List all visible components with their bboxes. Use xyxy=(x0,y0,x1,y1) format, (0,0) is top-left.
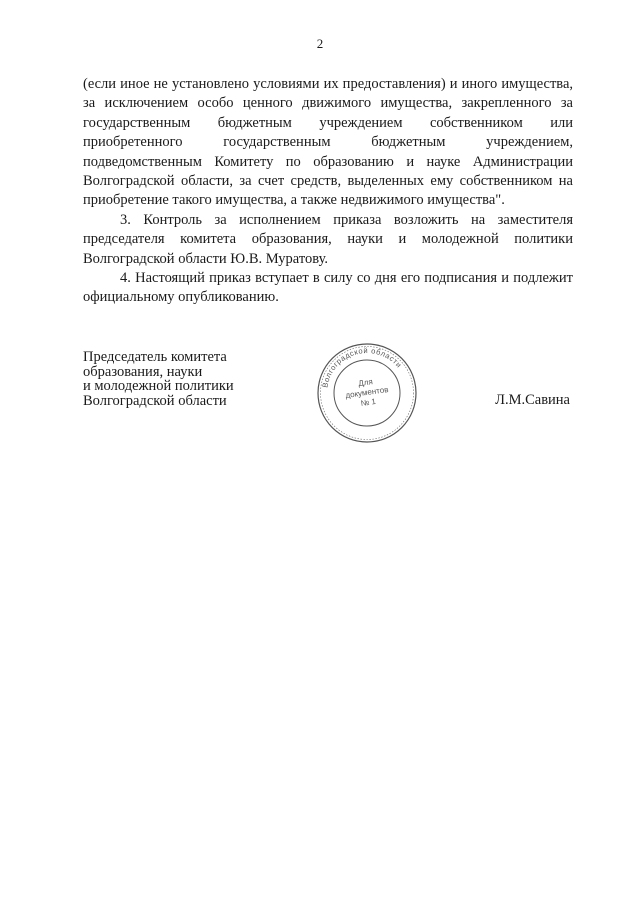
seal-center-line: № 1 xyxy=(360,396,377,408)
seal-ring-text: Волгоградской области xyxy=(320,345,404,389)
position-line: образования, науки xyxy=(83,363,203,380)
seal-center-line: Для xyxy=(357,377,374,389)
document-body xyxy=(83,75,573,308)
signer-name: Л.М.Савина xyxy=(495,392,570,408)
position-line: Волгоградской области xyxy=(83,392,227,409)
signatory-position xyxy=(83,350,343,408)
position-line: Председатель комитета xyxy=(83,349,227,365)
page-number: 2 xyxy=(316,36,324,51)
paragraph-item-3: 3. Контроль за исполнением приказа возложить на заместителя председателя комитета образования, науки и молодежной политики Волгоградской области Ю.В. Муратову. xyxy=(83,211,573,267)
seal-center-line: документов xyxy=(344,385,389,400)
paragraph-continuation: (если иное не установлено условиями их предоставления) и иного имущества, за исключением особо ценного движимого имущества, закрепленного за государственным бюджетным учреждением собственником или приобретенного государственным бюджетным учреждением, подведомственным Комитету по образованию и науке Администрации Волгоградской области, за счет средств, выделенных ему собственником на приобретение такого имущества, а также недвижимого имущества". xyxy=(83,76,573,209)
paragraph-item-4: 4. Настоящий приказ вступает в силу со дня его подписания и подлежит официальному опубликованию. xyxy=(83,270,573,306)
position-line: и молодежной политики xyxy=(83,378,234,394)
official-seal-stamp xyxy=(316,342,418,444)
seal-graphic xyxy=(316,342,418,444)
